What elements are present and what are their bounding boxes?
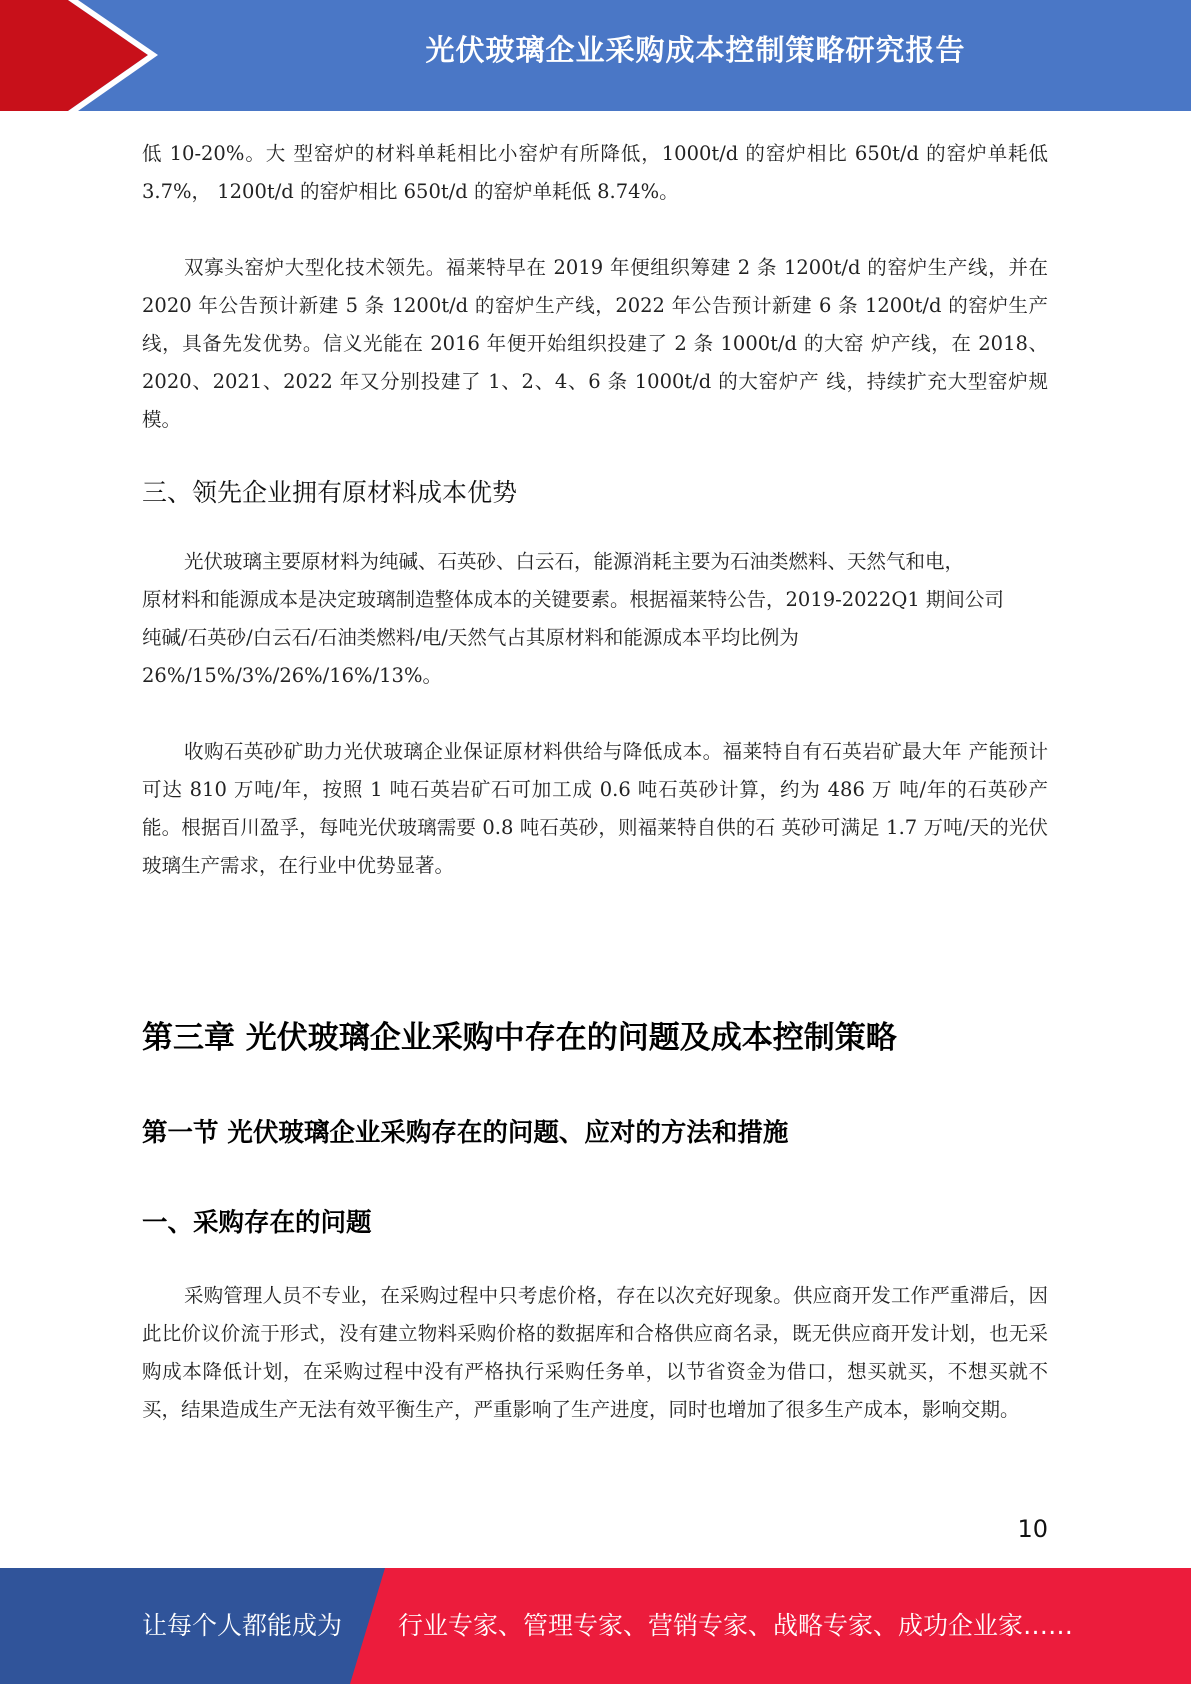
chapter-heading: 第三章 光伏玻璃企业采购中存在的问题及成本控制策略 [142,1020,897,1056]
node-heading: 第一节 光伏玻璃企业采购存在的问题、应对的方法和措施 [142,1118,789,1148]
report-title: 光伏玻璃企业采购成本控制策略研究报告 [425,33,966,67]
paragraph-procurement-problems: 采购管理人员不专业，在采购过程中只考虑价格，存在以次充好现象。供应商开发工作严重滞后，因此比价议价流于形式，没有建立物料采购价格的数据库和合格供应商名录，既无供应商开发计划，也无采购成本降低计划，在采购过程中没有严格执行采购任务单，以节省资金为借口，想买就买，不想买就不买，结果造成生产无法有效平衡生产，严重影响了生产进度，同时也增加了很多生产成本，影响交期。 [142,1284,1048,1421]
page-content [142,132,1048,1429]
page-footer [0,1568,1191,1684]
paragraph-raw-materials [142,543,1048,695]
page-number: 10 [1017,1515,1048,1543]
header-arrow-icon [0,0,160,111]
paragraph-line: 26%/15%/3%/26%/16%/13%。 [142,664,442,687]
footer-slogan-left: 让每个人都能成为 [142,1611,343,1640]
paragraph-duopoly-kilns: 双寡头窑炉大型化技术领先。福莱特早在 2019 年便组织筹建 2 条 1200t/d 的窑炉生产线，并在 2020 年公告预计新建 5 条 1200t/d 的窑炉生产线，2022 年公告预计新建 6 条 1200t/d 的窑炉生产线，具备先发优势。信义光能在 2016 年便开始组织投建了 2 条 1000t/d 的大窑 炉产线，在 2018、2020、2021、2022 年又分别投建了 1、2、4、6 条 1000t/d 的大窑炉产 线，持续扩充大型窑炉规模。 [142,256,1048,431]
paragraph-quartz-mine: 收购石英砂矿助力光伏玻璃企业保证原材料供给与降低成本。福莱特自有石英岩矿最大年 产能预计可达 810 万吨/年，按照 1 吨石英岩矿石可加工成 0.6 吨石英砂计算，约为 486 万 吨/年的石英砂产能。根据百川盈孚，每吨光伏玻璃需要 0.8 吨石英砂，则福莱特自供的石 英砂可满足 1.7 万吨/天的光伏玻璃生产需求，在行业中优势显著。 [142,740,1048,877]
section-heading-raw-material-advantage: 三、领先企业拥有原材料成本优势 [142,478,518,507]
page-header [0,0,1191,111]
paragraph-kiln-consumption: 低 10-20%。大 型窑炉的材料单耗相比小窑炉有所降低，1000t/d 的窑炉相比 650t/d 的窑炉单耗低 3.7%， 1200t/d 的窑炉相比 650t/d 的窑炉单耗低 8.74%。 [142,142,1048,203]
footer-slogan-right: 行业专家、管理专家、营销专家、战略专家、成功企业家…… [398,1611,1074,1640]
subsection-heading: 一、采购存在的问题 [142,1208,372,1238]
paragraph-line: 原材料和能源成本是决定玻璃制造整体成本的关键要素。根据福莱特公告，2019-2022Q1 期间公司 [142,588,1004,611]
paragraph-line: 纯碱/石英砂/白云石/石油类燃料/电/天然气占其原材料和能源成本平均比例为 [142,626,799,649]
paragraph-line: 光伏玻璃主要原材料为纯碱、石英砂、白云石，能源消耗主要为石油类燃料、天然气和电， [184,550,965,573]
